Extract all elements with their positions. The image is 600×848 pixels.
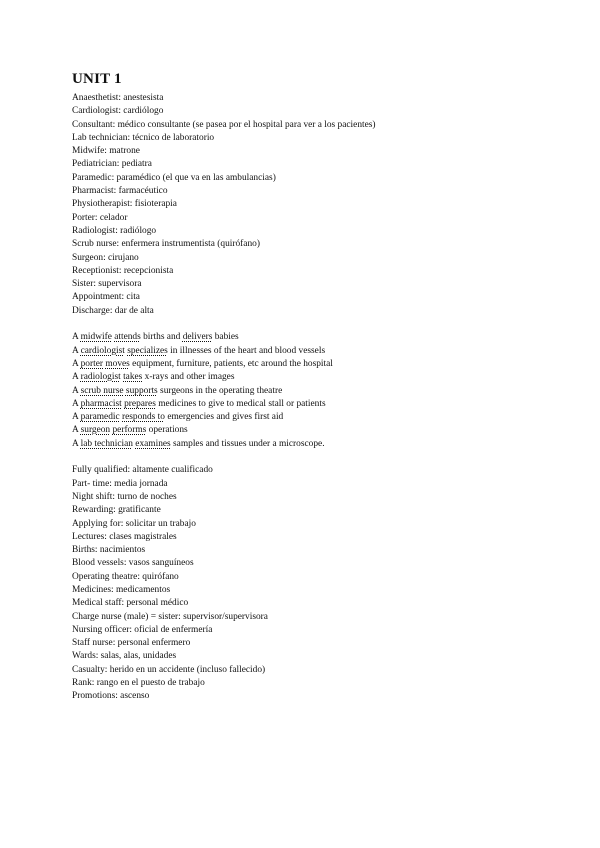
glossary-line: Rank: rango en el puesto de trabajo (72, 678, 205, 689)
vocab-line: Anaesthetist: anestesista (72, 93, 164, 103)
sentence-line: A midwife attends births and delivers babies (72, 332, 239, 343)
verb-term: attends (114, 332, 141, 343)
verb-term: supports (125, 385, 158, 396)
vocab-line: Pediatrician: pediatra (72, 159, 152, 170)
sentence-line: A porter moves equipment, furniture, patients, etc around the hospital (72, 358, 333, 369)
role-term: porter (80, 358, 103, 369)
sentence-line: A pharmacist prepares medicines to give to medical stall or patients (72, 398, 326, 409)
verb-term: examines (135, 438, 171, 449)
sentence-list (72, 331, 572, 451)
glossary-line: Part- time: media jornada (72, 478, 168, 489)
glossary-line: Lectures: clases magistrales (72, 531, 177, 542)
vocab-line: Receptionist: recepcionista (72, 265, 174, 276)
role-term: midwife (80, 332, 112, 343)
glossary-line: Medicines: medicamentos (72, 584, 171, 595)
verb-term: takes (123, 372, 143, 383)
page-title: UNIT 1 (72, 71, 122, 87)
glossary-line: Promotions: ascenso (72, 691, 150, 702)
vocab-line: Sister: supervisora (72, 279, 142, 290)
sentence-line: A scrub nurse supports surgeons in the operating theatre (72, 385, 283, 396)
role-term: surgeon (80, 425, 111, 436)
glossary-line: Blood vessels: vasos sanguíneos (72, 558, 194, 569)
sentence-line: A cardiologist specializes in illnesses of the heart and blood vessels (72, 345, 326, 356)
glossary-line: Casualty: herido en un accidente (incluso fallecido) (72, 664, 266, 675)
vocab-line: Scrub nurse: enfermera instrumentista (quirófano) (72, 239, 260, 250)
glossary-line: Nursing officer: oficial de enfermería (72, 624, 213, 635)
sentence-line: A paramedic responds to emergencies and gives first aid (72, 412, 284, 423)
glossary-line: Operating theatre: quirófano (72, 571, 179, 582)
vocab-line: Consultant: médico consultante (se pasea por el hospital para ver a los pacientes) (72, 119, 376, 130)
glossary-line: Applying for: solicitar un trabajo (72, 518, 196, 529)
glossary-line: Charge nurse (male) = sister: supervisor/supervisora (72, 611, 268, 622)
verb-term: specializes (127, 345, 168, 356)
glossary-line: Medical staff: personal médico (72, 598, 189, 609)
document-page (72, 70, 572, 704)
spacer (72, 451, 572, 464)
vocab-line: Pharmacist: farmacéutico (72, 186, 168, 197)
sentence-line: A radiologist takes x-rays and other images (72, 372, 235, 383)
vocab-line: Discharge: dar de alta (72, 305, 154, 316)
role-term: lab technician (80, 438, 133, 449)
vocab-line: Lab technician: técnico de laboratorio (72, 132, 215, 143)
role-term: pharmacist (80, 398, 122, 409)
verb-term: moves (105, 358, 130, 369)
vocab-line: Appointment: cita (72, 292, 140, 303)
glossary-line: Staff nurse: personal enfermero (72, 638, 191, 649)
verb-term: delivers (182, 332, 213, 343)
verb-term: performs (112, 425, 147, 436)
glossary-list (72, 464, 572, 703)
role-term: paramedic (80, 412, 120, 423)
sentence-line: A surgeon performs operations (72, 425, 188, 436)
sentence-line: A lab technician examines samples and tissues under a microscope. (72, 438, 325, 449)
glossary-line: Births: nacimientos (72, 545, 146, 556)
vocab-line: Midwife: matrone (72, 146, 140, 157)
glossary-line: Night shift: turno de noches (72, 491, 177, 502)
spacer (72, 318, 572, 331)
glossary-line: Fully qualified: altamente cualificado (72, 465, 213, 476)
verb-term: prepares (124, 398, 156, 409)
vocab-line: Paramedic: paramédico (el que va en las ambulancias) (72, 172, 276, 183)
role-term: scrub nurse (80, 385, 124, 396)
vocab-line: Radiologist: radiólogo (72, 225, 157, 236)
vocab-line: Cardiologist: cardiólogo (72, 106, 164, 117)
role-term: radiologist (80, 372, 121, 383)
vocab-line: Surgeon: cirujano (72, 252, 139, 263)
vocabulary-list (72, 92, 572, 318)
vocab-line: Porter: celador (72, 212, 128, 223)
role-term: cardiologist (80, 345, 125, 356)
vocab-line: Physiotherapist: fisioterapia (72, 199, 177, 210)
glossary-line: Wards: salas, alas, unidades (72, 651, 177, 662)
verb-term: responds to (122, 412, 165, 423)
glossary-line: Rewarding: gratificante (72, 505, 161, 516)
